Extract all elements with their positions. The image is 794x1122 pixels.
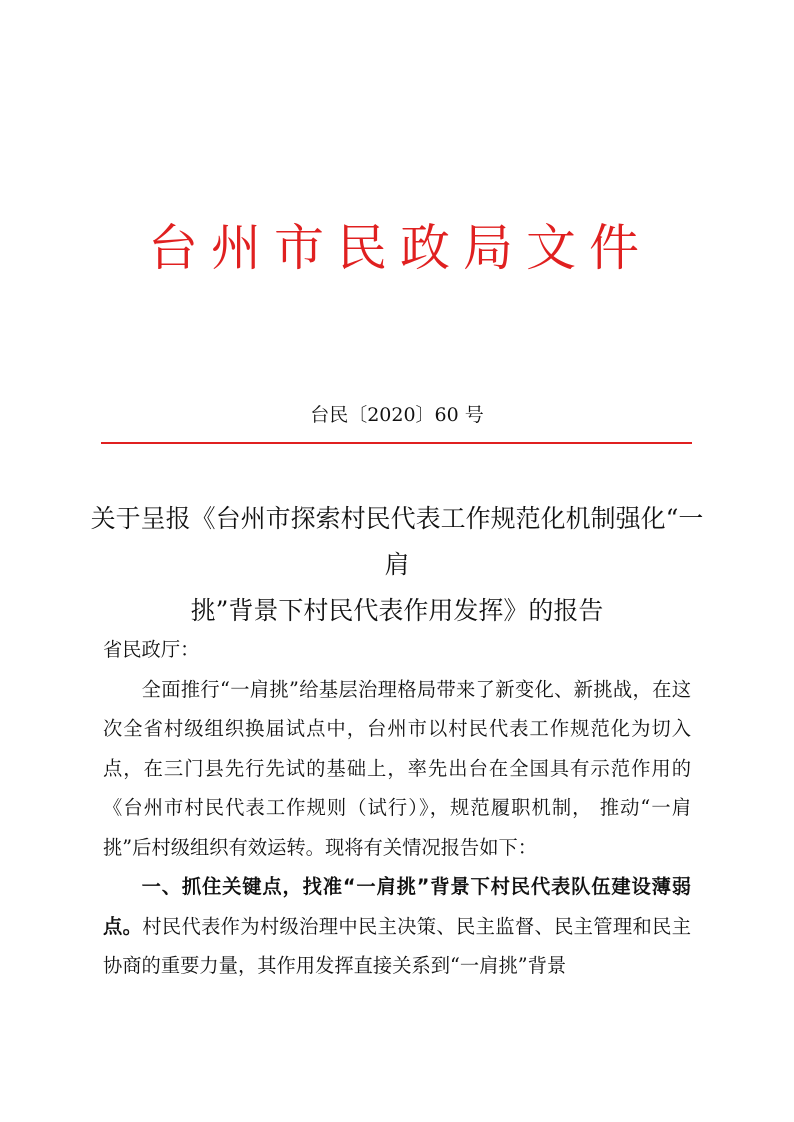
section-1-text: 村民代表作为村级治理中民主决策、民主监督、民主管理和民主协商的重要力量，其作用发挥直接关系到“一肩挑”背景: [103, 914, 692, 977]
document-number: 台民〔2020〕60 号: [310, 404, 484, 426]
document-title: [80, 496, 714, 634]
document-masthead: 台州市民政局文件: [148, 219, 652, 277]
salutation: 省民政厅：: [103, 638, 200, 661]
paragraph-section-1: [103, 867, 691, 986]
red-divider-line: [101, 442, 692, 444]
title-line-2: 挑”背景下村民代表作用发挥》的报告: [190, 596, 604, 625]
title-line-1: 关于呈报《台州市探索村民代表工作规范化机制强化“一肩: [90, 504, 704, 579]
paragraph-intro: 全面推行“一肩挑”给基层治理格局带来了新变化、新挑战，在这次全省村级组织换届试点中，台州市以村民代表工作规范化为切入点，在三门县先行先试的基础上，率先出台在全国具有示范作用的《台州市村民代表工作规则（试行）》，规范履职机制， 推动“一肩挑”后村级组织有效运转。现将有关情况报告如下：: [103, 677, 691, 859]
section-1-heading: 一、抓住关键点，找准“一肩挑”背景下村民代表队伍建设薄弱点。: [103, 875, 691, 938]
document-body: [103, 630, 691, 986]
